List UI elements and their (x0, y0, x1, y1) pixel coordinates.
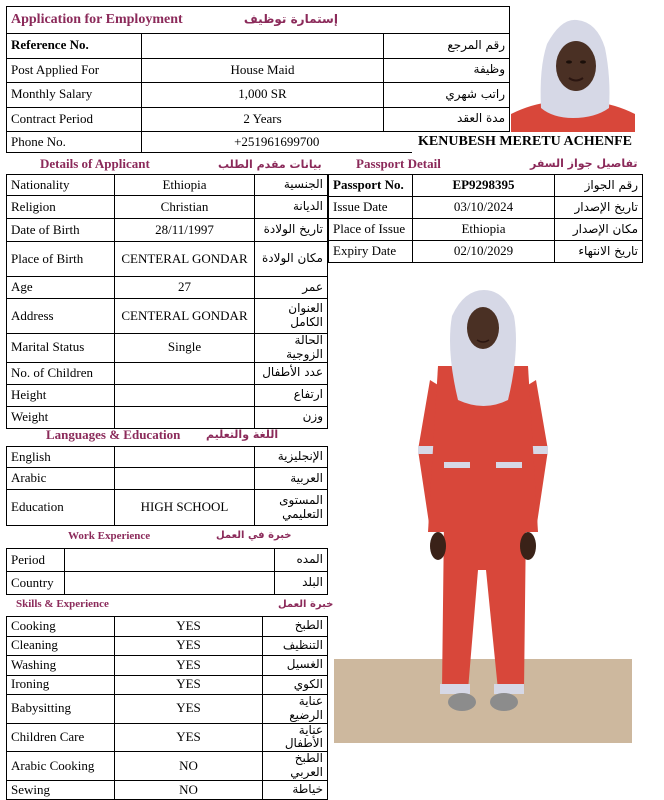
skills-row (7, 695, 328, 724)
details-value: Single (115, 334, 255, 363)
passport-title-en: Passport Detail (356, 156, 441, 171)
top-row (7, 34, 510, 59)
passport-row (329, 175, 643, 197)
passport-value: Ethiopia (413, 219, 555, 241)
passport-row (329, 219, 643, 241)
details-title (40, 156, 150, 172)
top-label: Post Applied For (7, 58, 142, 83)
details-value: Ethiopia (115, 175, 255, 196)
application-title-en: Application for Employment (11, 11, 183, 27)
details-row (7, 362, 328, 384)
top-row (7, 83, 510, 108)
details-row (7, 242, 328, 277)
languages-row (7, 468, 328, 490)
skills-label-ar: الكوي (263, 675, 328, 695)
details-label-ar: عدد الأطفال (255, 362, 328, 384)
skills-row (7, 752, 328, 781)
skills-value: YES (115, 675, 263, 695)
passport-value: 03/10/2024 (413, 197, 555, 219)
full-body-photo (334, 270, 632, 743)
phone-label: Phone No. (7, 132, 142, 153)
details-label: Height (7, 384, 115, 406)
details-label-ar: مكان الولادة (255, 242, 328, 277)
passport-row (329, 197, 643, 219)
languages-label-ar: الإنجليزية (255, 447, 328, 468)
work-label-ar: البلد (275, 572, 328, 595)
top-value: 1,000 SR (142, 83, 384, 108)
details-label: Religion (7, 196, 115, 219)
details-value (115, 362, 255, 384)
details-row (7, 277, 328, 299)
application-title-ar: إستمارة توظيف (243, 11, 338, 26)
top-row (7, 58, 510, 83)
skills-row (7, 617, 328, 637)
skills-label-ar: الطبخ (263, 617, 328, 637)
top-label-ar: وظيفة (384, 58, 510, 83)
passport-value: EP9298395 (413, 175, 555, 197)
details-label: Nationality (7, 175, 115, 196)
passport-label: Passport No. (329, 175, 413, 197)
phone-table (6, 131, 412, 153)
languages-label: English (7, 447, 115, 468)
skills-value: YES (115, 636, 263, 656)
details-label-ar: وزن (255, 406, 328, 428)
candidate-name: KENUBESH MERETU ACHENFE (418, 134, 632, 149)
skills-value: YES (115, 617, 263, 637)
details-label-ar: الديانة (255, 196, 328, 219)
work-title-ar: خبرة في العمل (216, 530, 292, 541)
details-row (7, 175, 328, 196)
skills-row (7, 675, 328, 695)
work-row (7, 572, 328, 595)
details-row (7, 219, 328, 242)
top-label-ar: مدة العقد (384, 107, 510, 132)
skills-table (6, 616, 328, 800)
skills-title-en: Skills & Experience (16, 598, 109, 610)
skills-value: YES (115, 695, 263, 724)
skills-label: Cooking (7, 617, 115, 637)
skills-label-ar: عناية الرضيع (263, 695, 328, 724)
details-row (7, 334, 328, 363)
phone-value: +251961699700 (142, 132, 412, 153)
skills-label: Children Care (7, 723, 115, 752)
skills-label-ar: التنظيف (263, 636, 328, 656)
details-value: Christian (115, 196, 255, 219)
skills-label-ar: الغسيل (263, 656, 328, 676)
details-label-ar: عمر (255, 277, 328, 299)
languages-row (7, 447, 328, 468)
passport-label: Expiry Date (329, 241, 413, 263)
details-title-en: Details of Applicant (40, 156, 150, 171)
skills-title-ar: خبرة العمل (278, 599, 334, 610)
languages-value (115, 447, 255, 468)
work-value (65, 572, 275, 595)
skills-label-ar: الطبخ العربي (263, 752, 328, 781)
details-label-ar: تاريخ الولادة (255, 219, 328, 242)
skills-value: NO (115, 752, 263, 781)
passport-label-ar: مكان الإصدار (555, 219, 643, 241)
details-value (115, 384, 255, 406)
passport-label-ar: تاريخ الإصدار (555, 197, 643, 219)
skills-label: Arabic Cooking (7, 752, 115, 781)
details-row (7, 196, 328, 219)
details-label-ar: الجنسية (255, 175, 328, 196)
languages-title-en: Languages & Education (46, 427, 181, 442)
details-row (7, 384, 328, 406)
work-table (6, 548, 328, 595)
passport-title-ar: تفاصيل جواز السفر (530, 157, 638, 170)
skills-label: Washing (7, 656, 115, 676)
details-table (6, 174, 328, 429)
top-value: House Maid (142, 58, 384, 83)
work-label: Country (7, 572, 65, 595)
top-table (6, 6, 510, 132)
details-label: Place of Birth (7, 242, 115, 277)
languages-label: Education (7, 490, 115, 526)
work-value (65, 549, 275, 572)
top-value (142, 34, 384, 59)
details-label-ar: العنوان الكامل (255, 299, 328, 334)
skills-value: YES (115, 723, 263, 752)
details-label: Date of Birth (7, 219, 115, 242)
work-label-ar: المده (275, 549, 328, 572)
passport-value: 02/10/2029 (413, 241, 555, 263)
work-title-en: Work Experience (68, 530, 151, 542)
languages-value: HIGH SCHOOL (115, 490, 255, 526)
work-label: Period (7, 549, 65, 572)
details-label: No. of Children (7, 362, 115, 384)
languages-label: Arabic (7, 468, 115, 490)
skills-row (7, 656, 328, 676)
top-row (7, 107, 510, 132)
skills-label: Babysitting (7, 695, 115, 724)
work-row (7, 549, 328, 572)
top-label: Monthly Salary (7, 83, 142, 108)
skills-value: YES (115, 656, 263, 676)
passport-table (328, 174, 643, 263)
skills-label: Cleaning (7, 636, 115, 656)
languages-value (115, 468, 255, 490)
passport-label-ar: تاريخ الانتهاء (555, 241, 643, 263)
top-label-ar: راتب شهري (384, 83, 510, 108)
top-label-ar: رقم المرجع (384, 34, 510, 59)
skills-label-ar: خياطة (263, 780, 328, 800)
top-value: 2 Years (142, 107, 384, 132)
details-value: 27 (115, 277, 255, 299)
skills-value: NO (115, 780, 263, 800)
languages-row (7, 490, 328, 526)
languages-label-ar: المستوى التعليمي (255, 490, 328, 526)
details-row (7, 299, 328, 334)
passport-label: Issue Date (329, 197, 413, 219)
passport-label: Place of Issue (329, 219, 413, 241)
details-label: Weight (7, 406, 115, 428)
top-label: Reference No. (7, 34, 142, 59)
skills-row (7, 636, 328, 656)
languages-table (6, 446, 328, 526)
languages-title-ar: اللغة والتعليم (206, 428, 279, 441)
portrait-photo (511, 8, 635, 132)
skills-row (7, 780, 328, 800)
passport-label-ar: رقم الجواز (555, 175, 643, 197)
application-title (7, 7, 384, 34)
details-label: Address (7, 299, 115, 334)
skills-row (7, 723, 328, 752)
details-row (7, 406, 328, 428)
top-label: Contract Period (7, 107, 142, 132)
details-label: Marital Status (7, 334, 115, 363)
details-value: CENTERAL GONDAR (115, 299, 255, 334)
details-label-ar: ارتفاع (255, 384, 328, 406)
details-label: Age (7, 277, 115, 299)
details-title-ar: بيانات مقدم الطلب (218, 158, 322, 171)
passport-row (329, 241, 643, 263)
details-value: 28/11/1997 (115, 219, 255, 242)
details-value (115, 406, 255, 428)
languages-label-ar: العربية (255, 468, 328, 490)
skills-label: Sewing (7, 780, 115, 800)
skills-label-ar: عناية الأطفال (263, 723, 328, 752)
details-label-ar: الحالة الزوجية (255, 334, 328, 363)
details-value: CENTERAL GONDAR (115, 242, 255, 277)
skills-label: Ironing (7, 675, 115, 695)
